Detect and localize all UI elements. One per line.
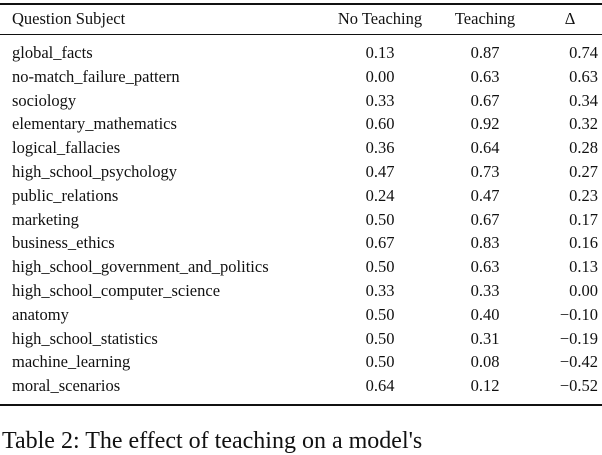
cell-no-teaching: 0.13 bbox=[365, 43, 395, 62]
cell-no-teaching: 0.50 bbox=[365, 304, 395, 324]
cell-delta: 0.17 bbox=[569, 209, 598, 229]
cell-delta: 0.13 bbox=[569, 257, 598, 277]
table-row bbox=[0, 209, 602, 231]
cell-subject: anatomy bbox=[12, 304, 69, 324]
cell-teaching: 0.63 bbox=[470, 66, 500, 86]
cell-subject: high_school_computer_science bbox=[12, 281, 221, 300]
cell-subject: marketing bbox=[12, 209, 79, 229]
header-delta: Δ bbox=[564, 9, 576, 28]
cell-delta: −0.19 bbox=[559, 328, 598, 348]
table-row bbox=[0, 161, 602, 183]
cell-subject: global_facts bbox=[12, 43, 93, 62]
table-row bbox=[0, 137, 602, 159]
cell-teaching: 0.12 bbox=[470, 376, 500, 396]
table-row bbox=[0, 90, 602, 112]
cell-delta: 0.74 bbox=[569, 43, 598, 62]
cell-no-teaching: 0.50 bbox=[365, 328, 395, 348]
cell-delta: −0.10 bbox=[559, 304, 598, 324]
table-row bbox=[0, 256, 602, 278]
table-caption: Table 2: The effect of teaching on a model's bbox=[2, 428, 423, 454]
cell-no-teaching: 0.67 bbox=[365, 233, 395, 253]
table-row bbox=[0, 232, 602, 254]
cell-subject: high_school_government_and_politics bbox=[12, 257, 269, 277]
cell-teaching: 0.87 bbox=[470, 43, 500, 62]
cell-no-teaching: 0.33 bbox=[365, 90, 395, 110]
cell-no-teaching: 0.24 bbox=[365, 185, 395, 205]
cell-teaching: 0.31 bbox=[470, 328, 500, 348]
table-row bbox=[0, 375, 602, 397]
cell-teaching: 0.47 bbox=[470, 185, 500, 205]
cell-teaching: 0.64 bbox=[470, 138, 500, 158]
mid-rule bbox=[0, 34, 602, 35]
table-row bbox=[0, 304, 602, 326]
cell-no-teaching: 0.50 bbox=[365, 257, 395, 277]
cell-teaching: 0.08 bbox=[470, 352, 500, 372]
cell-no-teaching: 0.64 bbox=[365, 376, 395, 396]
cell-teaching: 0.67 bbox=[470, 90, 500, 110]
cell-subject: business_ethics bbox=[12, 233, 115, 253]
cell-no-teaching: 0.50 bbox=[365, 352, 395, 372]
cell-teaching: 0.92 bbox=[470, 114, 500, 134]
cell-teaching: 0.40 bbox=[470, 304, 500, 324]
cell-subject: public_relations bbox=[12, 185, 119, 205]
cell-teaching: 0.73 bbox=[470, 162, 500, 181]
cell-delta: 0.23 bbox=[569, 185, 598, 205]
header-subject: Question Subject bbox=[12, 9, 126, 28]
cell-subject: moral_scenarios bbox=[12, 376, 121, 396]
cell-delta: 0.00 bbox=[569, 281, 598, 300]
top-rule bbox=[0, 3, 602, 5]
cell-no-teaching: 0.00 bbox=[365, 66, 395, 86]
cell-delta: 0.63 bbox=[569, 66, 598, 86]
cell-no-teaching: 0.47 bbox=[365, 162, 395, 181]
table-row bbox=[0, 113, 602, 135]
cell-delta: 0.32 bbox=[569, 114, 598, 134]
header-teaching: Teaching bbox=[454, 9, 516, 28]
cell-teaching: 0.83 bbox=[470, 233, 500, 253]
cell-subject: high_school_psychology bbox=[12, 162, 177, 181]
table-row bbox=[0, 280, 602, 302]
cell-delta: 0.16 bbox=[569, 233, 598, 253]
cell-teaching: 0.63 bbox=[470, 257, 500, 277]
cell-subject: logical_fallacies bbox=[12, 138, 121, 158]
table-row bbox=[0, 351, 602, 373]
cell-no-teaching: 0.33 bbox=[365, 281, 395, 300]
cell-delta: 0.28 bbox=[569, 138, 598, 158]
cell-subject: machine_learning bbox=[12, 352, 131, 372]
cell-teaching: 0.33 bbox=[470, 281, 500, 300]
cell-subject: elementary_mathematics bbox=[12, 114, 177, 134]
table-row bbox=[0, 42, 602, 64]
table-header bbox=[0, 8, 602, 30]
cell-subject: no-match_failure_pattern bbox=[12, 66, 180, 86]
cell-no-teaching: 0.36 bbox=[365, 138, 395, 158]
table-row bbox=[0, 328, 602, 350]
bottom-rule bbox=[0, 404, 602, 406]
cell-subject: sociology bbox=[12, 90, 77, 110]
cell-teaching: 0.67 bbox=[470, 209, 500, 229]
cell-delta: −0.52 bbox=[559, 376, 598, 396]
cell-delta: 0.34 bbox=[569, 90, 598, 110]
cell-delta: 0.27 bbox=[569, 162, 598, 181]
cell-subject: high_school_statistics bbox=[12, 328, 158, 348]
header-no-teaching: No Teaching bbox=[337, 9, 423, 28]
table-row bbox=[0, 185, 602, 207]
cell-no-teaching: 0.50 bbox=[365, 209, 395, 229]
table-row bbox=[0, 66, 602, 88]
cell-no-teaching: 0.60 bbox=[365, 114, 395, 134]
cell-delta: −0.42 bbox=[559, 352, 598, 372]
